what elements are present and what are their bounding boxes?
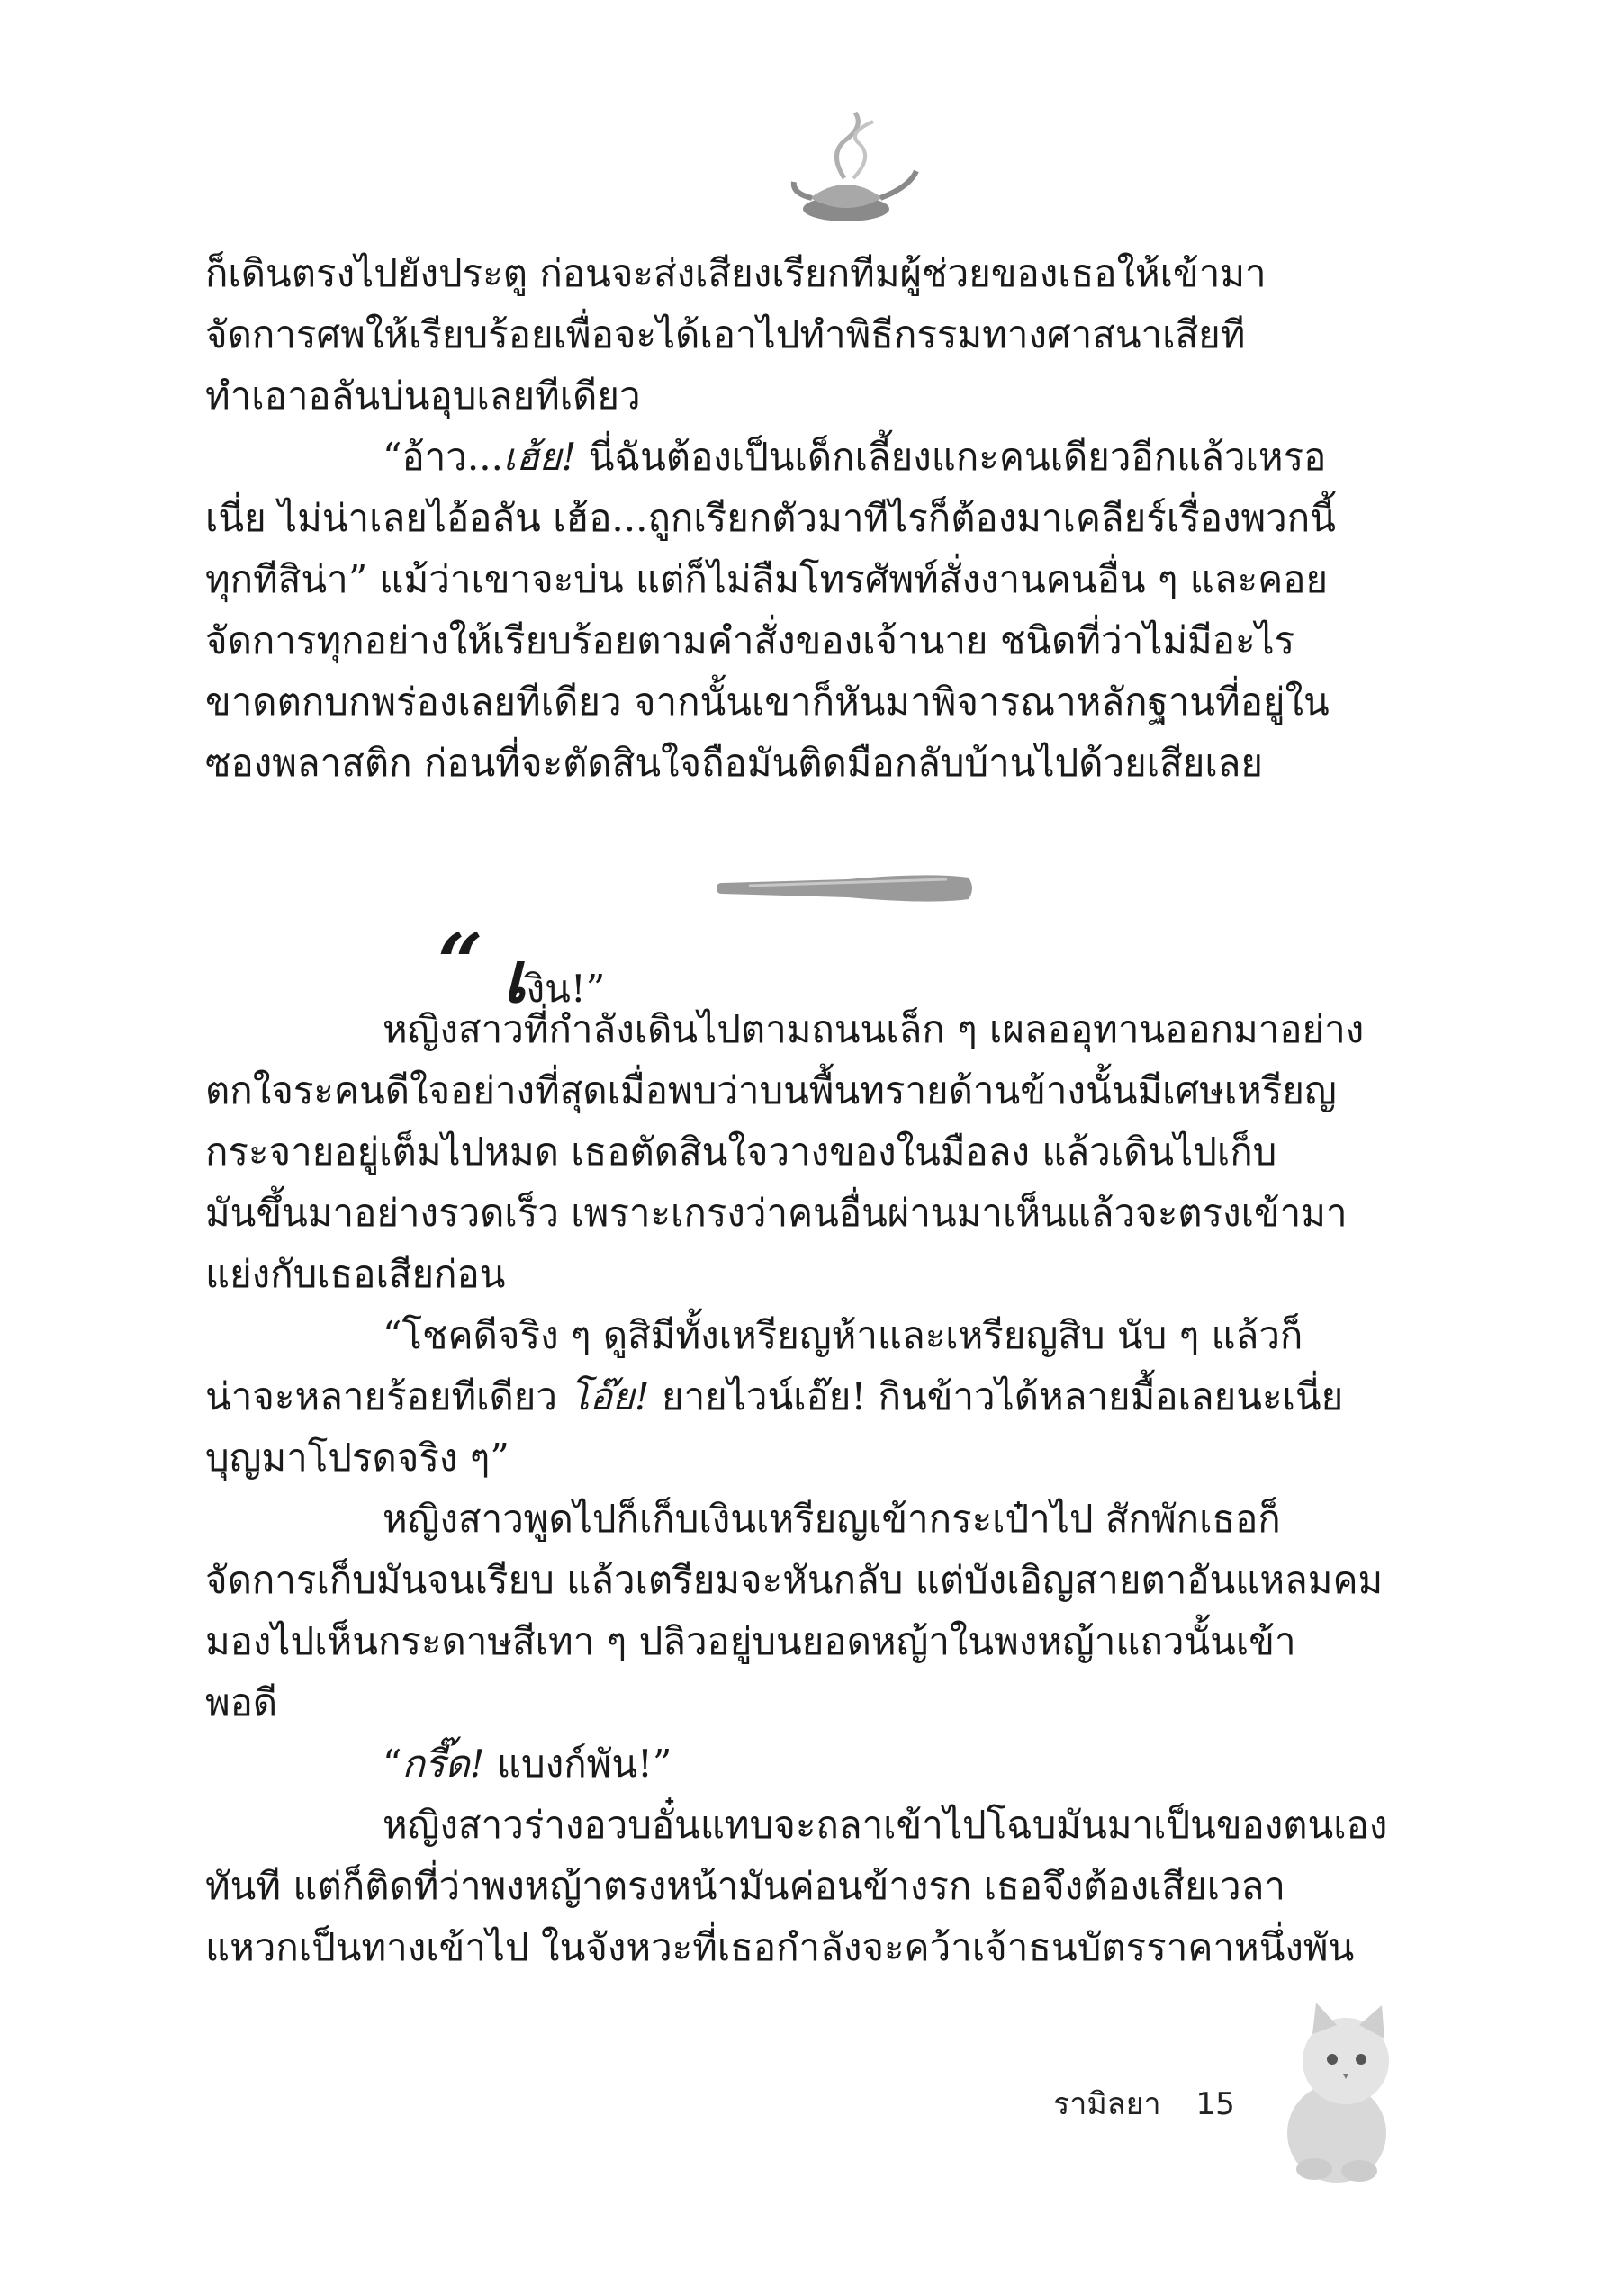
page-footer xyxy=(1053,2079,1235,2128)
paragraph-block-2 xyxy=(205,999,1407,1978)
text-segment: “ xyxy=(383,1742,402,1786)
text-line: ทันที แต่ก็ติดที่ว่าพงหญ้าตรงหน้ามันค่อนข้างรก เธอจึงต้องเสียเวลา xyxy=(205,1864,1285,1908)
text-segment: นี่ฉันต้องเป็นเด็กเลี้ยงแกะคนเดียวอีกแล้วเหรอ xyxy=(576,435,1327,479)
text-segment: น่าจะหลายร้อยทีเดียว xyxy=(205,1374,570,1418)
emphasis-text: โอ๊ย! xyxy=(569,1374,650,1418)
dropcap-quote: “ xyxy=(437,915,483,1009)
text-segment: ยายไวน์เอ๊ย! กินข้าวได้หลายมื้อเลยนะเนี่ย xyxy=(649,1374,1344,1418)
text-segment: แบงก์พัน!” xyxy=(484,1742,672,1786)
text-line: มองไปเห็นกระดาษสีเทา ๆ ปลิวอยู่บนยอดหญ้าในพงหญ้าแถวนั้นเข้า xyxy=(205,1619,1296,1663)
text-line: ตกใจระคนดีใจอย่างที่สุดเมื่อพบว่าบนพื้นทรายด้านข้างนั้นมีเศษเหรียญ xyxy=(205,1068,1337,1112)
text-line: ซองพลาสติก ก่อนที่จะตัดสินใจถือมันติดมือกลับบ้านไปด้วยเสียเลย xyxy=(205,741,1264,785)
text-line: จัดการทุกอย่างให้เรียบร้อยตามคำสั่งของเจ้านาย ชนิดที่ว่าไม่มีอะไร xyxy=(205,618,1295,662)
dropcap-text: งิน!” xyxy=(526,967,606,1011)
text-line: แหวกเป็นทางเข้าไป ในจังหวะที่เธอกำลังจะคว้าเจ้าธนบัตรราคาหนึ่งพัน xyxy=(205,1925,1355,1969)
text-line: หญิงสาวพูดไปก็เก็บเงินเหรียญเข้ากระเป๋าไป สักพักเธอก็ xyxy=(383,1497,1281,1541)
text-line: ทำเอาอลันบ่นอุบเลยทีเดียว xyxy=(205,374,641,418)
text-line: แย่งกับเธอเสียก่อน xyxy=(205,1252,506,1296)
text-line xyxy=(205,1366,1407,1427)
page-number: 15 xyxy=(1195,2086,1235,2122)
text-line: บุญมาโปรดจริง ๆ” xyxy=(205,1436,509,1480)
text-line: พอดี xyxy=(205,1680,278,1724)
text-line: เนี่ย ไม่น่าเลยไอ้อลัน เฮ้อ...ถูกเรียกตัวมาทีไรก็ต้องมาเคลียร์เรื่องพวกนี้ xyxy=(205,496,1336,540)
text-line: ก็เดินตรงไปยังประตู ก่อนจะส่งเสียงเรียกทีมผู้ช่วยของเธอให้เข้ามา xyxy=(205,251,1267,295)
kitten-icon xyxy=(1260,1998,1413,2187)
dropcap-letter: เ xyxy=(502,937,527,1019)
text-line: จัดการเก็บมันจนเรียบ แล้วเตรียมจะหันกลับ แต่บังเอิญสายตาอันแหลมคม xyxy=(205,1558,1384,1602)
text-line: จัดการศพให้เรียบร้อยเพื่อจะได้เอาไปทำพิธีกรรมทางศาสนาเสียที xyxy=(205,312,1246,356)
text-line: มันขึ้นมาอย่างรวดเร็ว เพราะเกรงว่าคนอื่นผ่านมาเห็นแล้วจะตรงเข้ามา xyxy=(205,1191,1348,1235)
emphasis-text: กรี๊ด! xyxy=(401,1742,485,1786)
text-line: หญิงสาวที่กำลังเดินไปตามถนนเล็ก ๆ เผลออุทานออกมาอย่าง xyxy=(383,1007,1365,1051)
text-line: กระจายอยู่เต็มไปหมด เธอตัดสินใจวางของในมือลง แล้วเดินไปเก็บ xyxy=(205,1130,1277,1174)
dropcap-heading xyxy=(205,915,1407,1019)
author-name: รามิลยา xyxy=(1053,2086,1161,2122)
text-segment: “อ้าว... xyxy=(383,435,503,479)
text-line: หญิงสาวร่างอวบอั๋นแทบจะถลาเข้าไปโฉบมันมาเป็นของตนเอง xyxy=(383,1803,1388,1847)
emphasis-text: เฮ้ย! xyxy=(502,435,577,479)
baseball-bat-icon xyxy=(713,869,976,908)
text-line xyxy=(205,1733,1407,1795)
text-line: “โชคดีจริง ๆ ดูสิมีทั้งเหรียญห้าและเหรียญสิบ นับ ๆ แล้วก็ xyxy=(383,1313,1303,1357)
paragraph-block-1 xyxy=(205,243,1407,794)
text-line xyxy=(205,427,1407,488)
text-line: ขาดตกบกพร่องเลยทีเดียว จากนั้นเขาก็หันมาพิจารณาหลักฐานที่อยู่ใน xyxy=(205,680,1330,724)
magic-lamp-icon xyxy=(774,108,927,234)
text-line: ทุกทีสิน่า” แม้ว่าเขาจะบ่น แต่ก็ไม่ลืมโทรศัพท์สั่งงานคนอื่น ๆ และคอย xyxy=(205,557,1329,601)
